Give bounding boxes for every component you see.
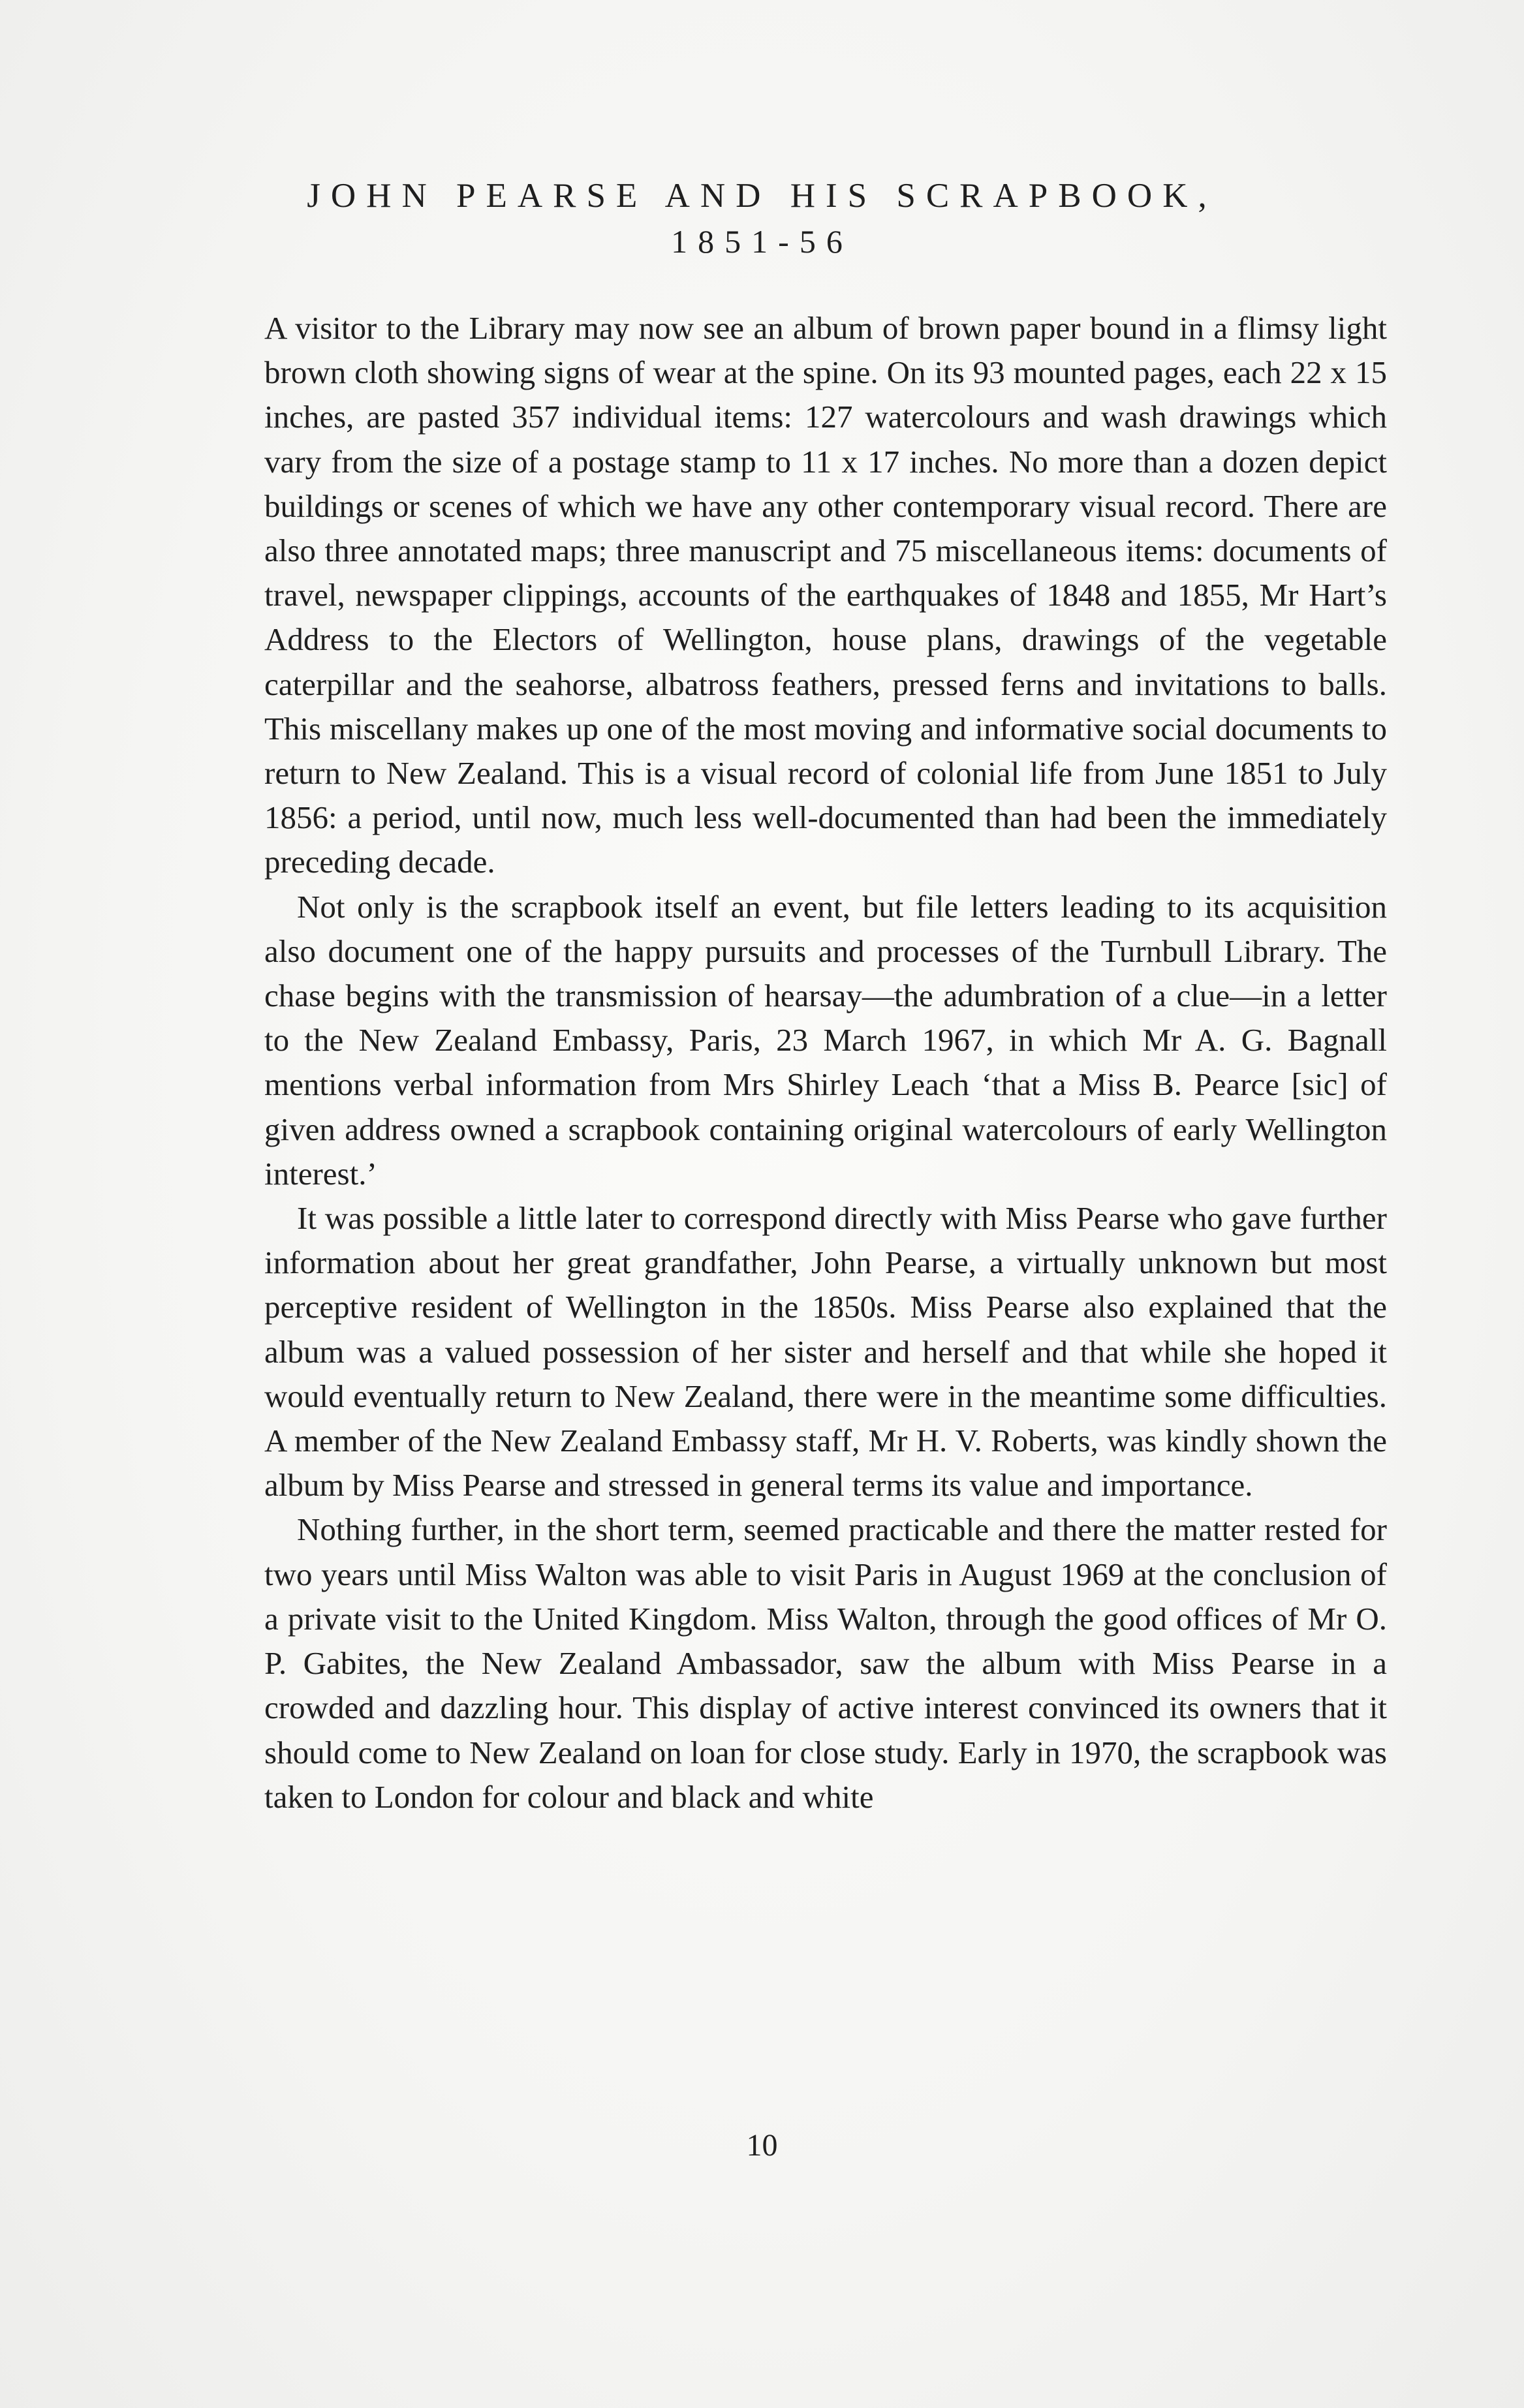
paragraph-1: A visitor to the Library may now see an album of brown paper bound in a flimsy light brown cloth showing signs of wear at the spine. On its 93 mounted pages, each 22 x 15 inches, are pasted 357 individual items: 127 watercolours and wash drawings which vary from the size of a postage stamp to 11 x 17 inches. No more than a dozen depict buildings or scenes of which we have any other contemporary visual record. There are also three annotated maps; three manuscript and 75 miscellaneous items: documents of travel, newspaper clippings, accounts of the earthquakes of 1848 and 1855, Mr Hart’s Address to the Electors of Wellington, house plans, drawings of the vegetable caterpillar and the seahorse, albatross feathers, pressed ferns and invitations to balls. This miscellany makes up one of the most moving and informative social documents to return to New Zealand. This is a visual record of colonial life from June 1851 to July 1856: a period, until now, much less well-documented than had been the immediately preceding decade. <box>264 310 1387 880</box>
paragraph-3: It was possible a little later to correspond directly with Miss Pearse who gave further information about her great grandfather, John Pearse, a virtually unknown but most perceptive resident of Wellington in the 1850s. Miss Pearse also explained that the album was a valued possession of her sister and herself and that while she hoped it would eventually return to New Zealand, there were in the meantime some difficulties. A member of the New Zealand Embassy staff, Mr H. V. Roberts, was kindly shown the album by Miss Pearse and stressed in general terms its value and importance. <box>264 1200 1387 1504</box>
title-line-1: JOHN PEARSE AND HIS SCRAPBOOK, <box>307 177 1217 215</box>
paragraph-4: Nothing further, in the short term, seemed practicable and there the matter rested for two years until Miss Walton was able to visit Paris in August 1969 at the conclusion of a private visit to the United Kingdom. Miss Walton, through the good offices of Mr O. P. Gabites, the New Zealand Ambassador, saw the album with Miss Pearse in a crowded and dazzling hour. This display of active interest convinced its owners that it should come to New Zealand on loan for close study. Early in 1970, the scrapbook was taken to London for colour and black and white <box>264 1511 1387 1815</box>
title-line-2: 1851-56 <box>671 223 853 260</box>
article-body <box>264 306 1387 1819</box>
page-number: 10 <box>746 2128 778 2163</box>
article-title <box>196 173 1328 264</box>
paragraph-2: Not only is the scrapbook itself an event, but file letters leading to its acquisition also document one of the happy pursuits and processes of the Turnbull Library. The chase begins with the transmission of hearsay—the adumbration of a clue—in a letter to the New Zealand Embassy, Paris, 23 March 1967, in which Mr A. G. Bagnall mentions verbal information from Mrs Shirley Leach ‘that a Miss B. Pearce [sic] of given address owned a scrapbook containing original watercolours of early Wellington interest.’ <box>264 888 1387 1192</box>
